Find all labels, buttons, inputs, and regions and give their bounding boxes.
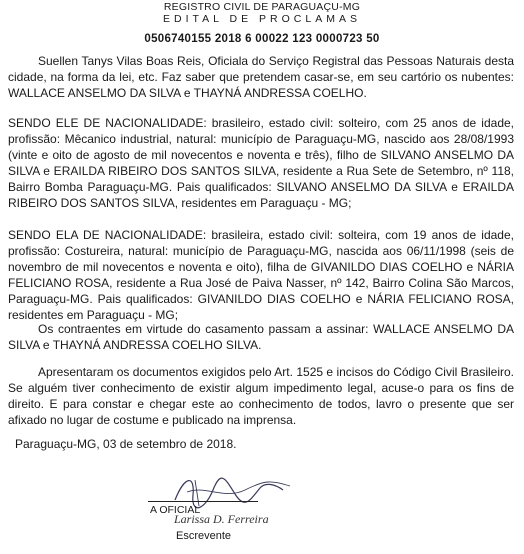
signature-role: A OFICIAL [150,504,201,516]
closing-paragraph: Apresentaram os documentos exigidos pelo Art. 1525 e incisos do Código Civil Brasileiro. Se alguém tiver conhecimento de existir algum impedimento legal, acuse-o para os fins de direito. E para constar e chegar este ao conhecimento de todos, lavro o presente que ser afixado no lugar de costume e publicado na imprensa. [8,365,514,427]
groom-paragraph: SENDO ELE DE NACIONALIDADE: brasileiro, estado civil: solteiro, com 25 anos de idade, profissão: Mêcanico industrial, natural: município de Paraguaçu-MG, nascido aos 28/08/1993 (vinte e oito de agosto de mil novecentos e noventa e três), filho de SILVANO ANSELMO DA SILVA e ERAILDA RIBEIRO DOS SANTOS SILVA, residente a Rua Sete de Setembro, nº 118, Bairro Bomba Paraguaçu-MG. Pais qualificados: SILVANO ANSELMO DA SILVA e ERAILDA RIBEIRO DOS SANTOS SILVA, residentes em Paraguaçu - MG; [8,116,514,210]
signature-line [148,501,258,502]
document-number: 0506740155 2018 6 00022 123 0000723 50 [144,33,380,45]
names-change-paragraph: Os contraentes em virtude do casamento passam a assinar: WALLACE ANSELMO DA SILVA e THAYNÁ ANDRESSA COELHO SILVA. [8,322,514,352]
bride-paragraph: SENDO ELA DE NACIONALIDADE: brasileira, estado civil: solteira, com 19 anos de idade, profissão: Costureira, natural: município de Paraguaçu-MG, nascida aos 06/11/1998 (seis de novembro de mil novecentos e noventa e oito), filha de GIVANILDO DIAS COELHO e NÁRIA FELICIANO ROSA, residente a Rua José de Paiva Nasser, nº 142, Bairro Colina São Marcos, Paraguaçu-MG. Pais qualificados: GIVANILDO DIAS COELHO e NÁRIA FELICIANO ROSA, residentes em Paraguaçu - MG; [8,228,514,322]
edital-title: EDITAL DE PROCLAMAS [163,13,361,25]
intro-paragraph: Suellen Tanys Vilas Boas Reis, Oficiala do Serviço Registral das Pessoas Naturais desta cidade, na forma da lei, etc. Faz saber que pretendem casar-se, em seu cartório os nubentes: WALLACE ANSELMO DA SILVA e THAYNÁ ANDRESSA COELHO. [8,54,514,100]
signer-name: Larissa D. Ferreira [174,512,269,526]
registry-header: REGISTRO CIVIL DE PARAGUAÇU-MG [163,1,361,13]
date-line: Paraguaçu-MG, 03 de setembro de 2018. [15,437,237,451]
signer-title: Escrevente [176,530,232,542]
